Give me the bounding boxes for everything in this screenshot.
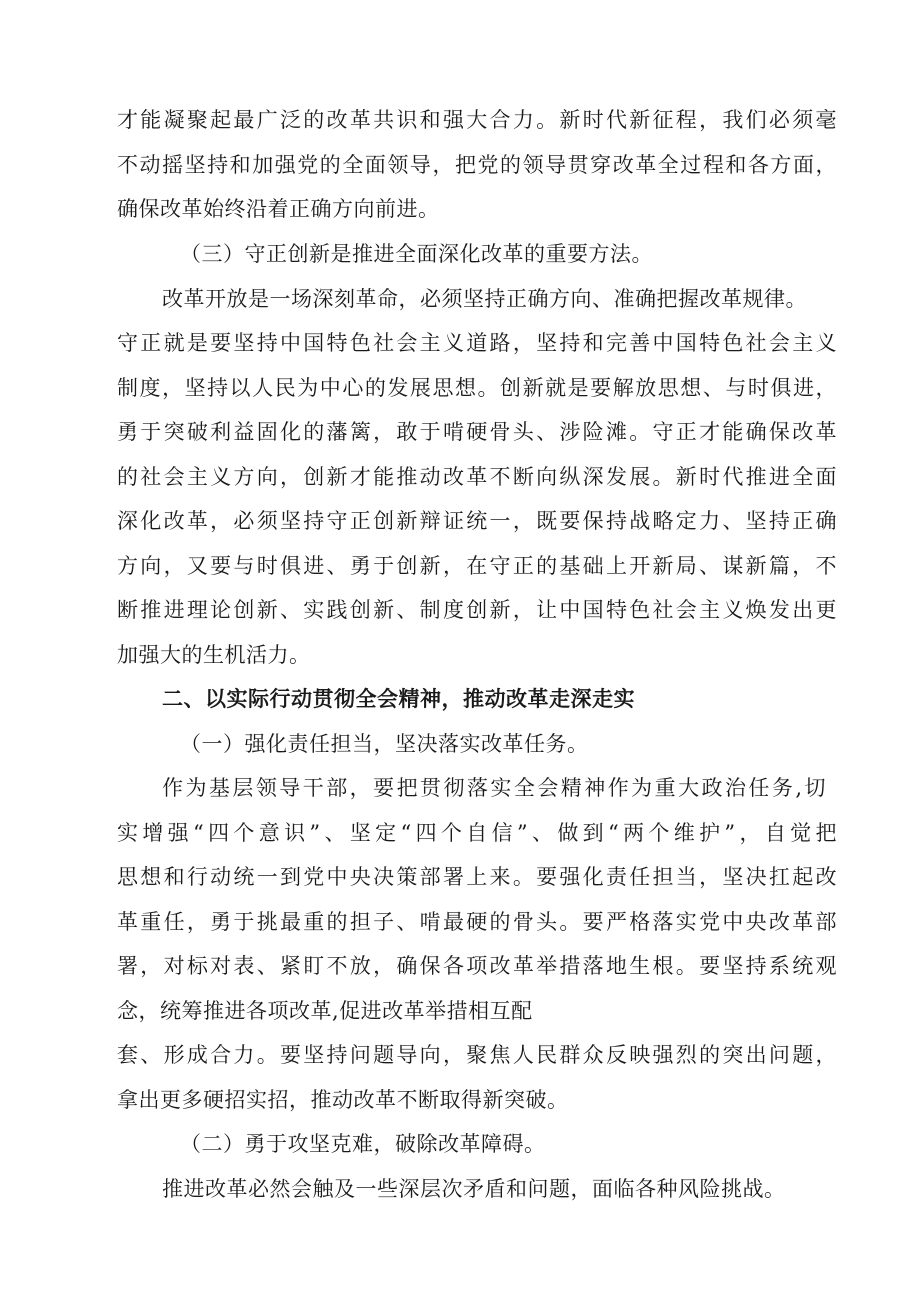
body-text-line: 深化改革，必须坚持守正创新辩证统一，既要保持战略定力、坚持正确 — [117, 509, 837, 533]
body-text-line: 的社会主义方向，创新才能推动改革不断向纵深发展。新时代推进全面 — [117, 465, 837, 489]
body-text-line: 改革开放是一场深刻革命，必须坚持正确方向、准确把握改革规律。 — [162, 287, 807, 311]
body-text-line: 勇于突破利益固化的藩篱，敢于啃硬骨头、涉险滩。守正才能确保改革 — [117, 420, 837, 444]
body-text-line: 拿出更多硬招实招，推动改革不断取得新突破。 — [117, 1088, 569, 1112]
body-text-line: 方向，又要与时俱进、勇于创新，在守正的基础上开新局、谋新篇，不 — [117, 554, 837, 578]
subsection-heading: （三）守正创新是推进全面深化改革的重要方法。 — [180, 242, 653, 266]
body-text-line: 断推进理论创新、实践创新、制度创新，让中国特色社会主义焕发出更 — [117, 598, 837, 622]
subsection-heading: （二）勇于攻坚克难，破除改革障碍。 — [180, 1132, 546, 1156]
subsection-heading: （一）强化责任担当，坚决落实改革任务。 — [180, 732, 589, 756]
body-text-line: 念，统筹推进各项改革,促进改革举措相互配 — [117, 999, 533, 1023]
body-text-line: 推进改革必然会触及一些深层次矛盾和问题，面临各种风险挑战。 — [162, 1177, 786, 1201]
body-text-line: 制度，坚持以人民为中心的发展思想。创新就是要解放思想、与时俱进， — [117, 376, 837, 400]
body-text-line: 思想和行动统一到党中央决策部署上来。要强化责任担当，坚决扛起改 — [117, 865, 837, 889]
body-text-line: 实增强“四个意识”、坚定“四个自信”、做到“两个维护”，自觉把 — [117, 821, 837, 845]
body-text-line: 不动摇坚持和加强党的全面领导，把党的领导贯穿改革全过程和各方面， — [117, 153, 837, 177]
body-text-line: 守正就是要坚持中国特色社会主义道路，坚持和完善中国特色社会主义 — [117, 331, 837, 355]
body-text-line: 套、形成合力。要坚持问题导向，聚焦人民群众反映强烈的突出问题， — [117, 1043, 837, 1067]
body-text-line: 才能凝聚起最广泛的改革共识和强大合力。新时代新征程，我们必须毫 — [117, 108, 837, 132]
section-heading: 二、以实际行动贯彻全会精神，推动改革走深走实 — [162, 687, 635, 711]
body-text-line: 确保改革始终沿着正确方向前进。 — [117, 197, 440, 221]
body-text-line: 署，对标对表、紧盯不放，确保各项改革举措落地生根。要坚持系统观 — [117, 954, 837, 978]
body-text-line: 革重任，勇于挑最重的担子、啃最硬的骨头。要严格落实党中央改革部 — [117, 910, 837, 934]
body-text-line: 加强大的生机活力。 — [117, 643, 311, 667]
body-text-line: 作为基层领导干部，要把贯彻落实全会精神作为重大政治任务,切 — [162, 776, 826, 800]
